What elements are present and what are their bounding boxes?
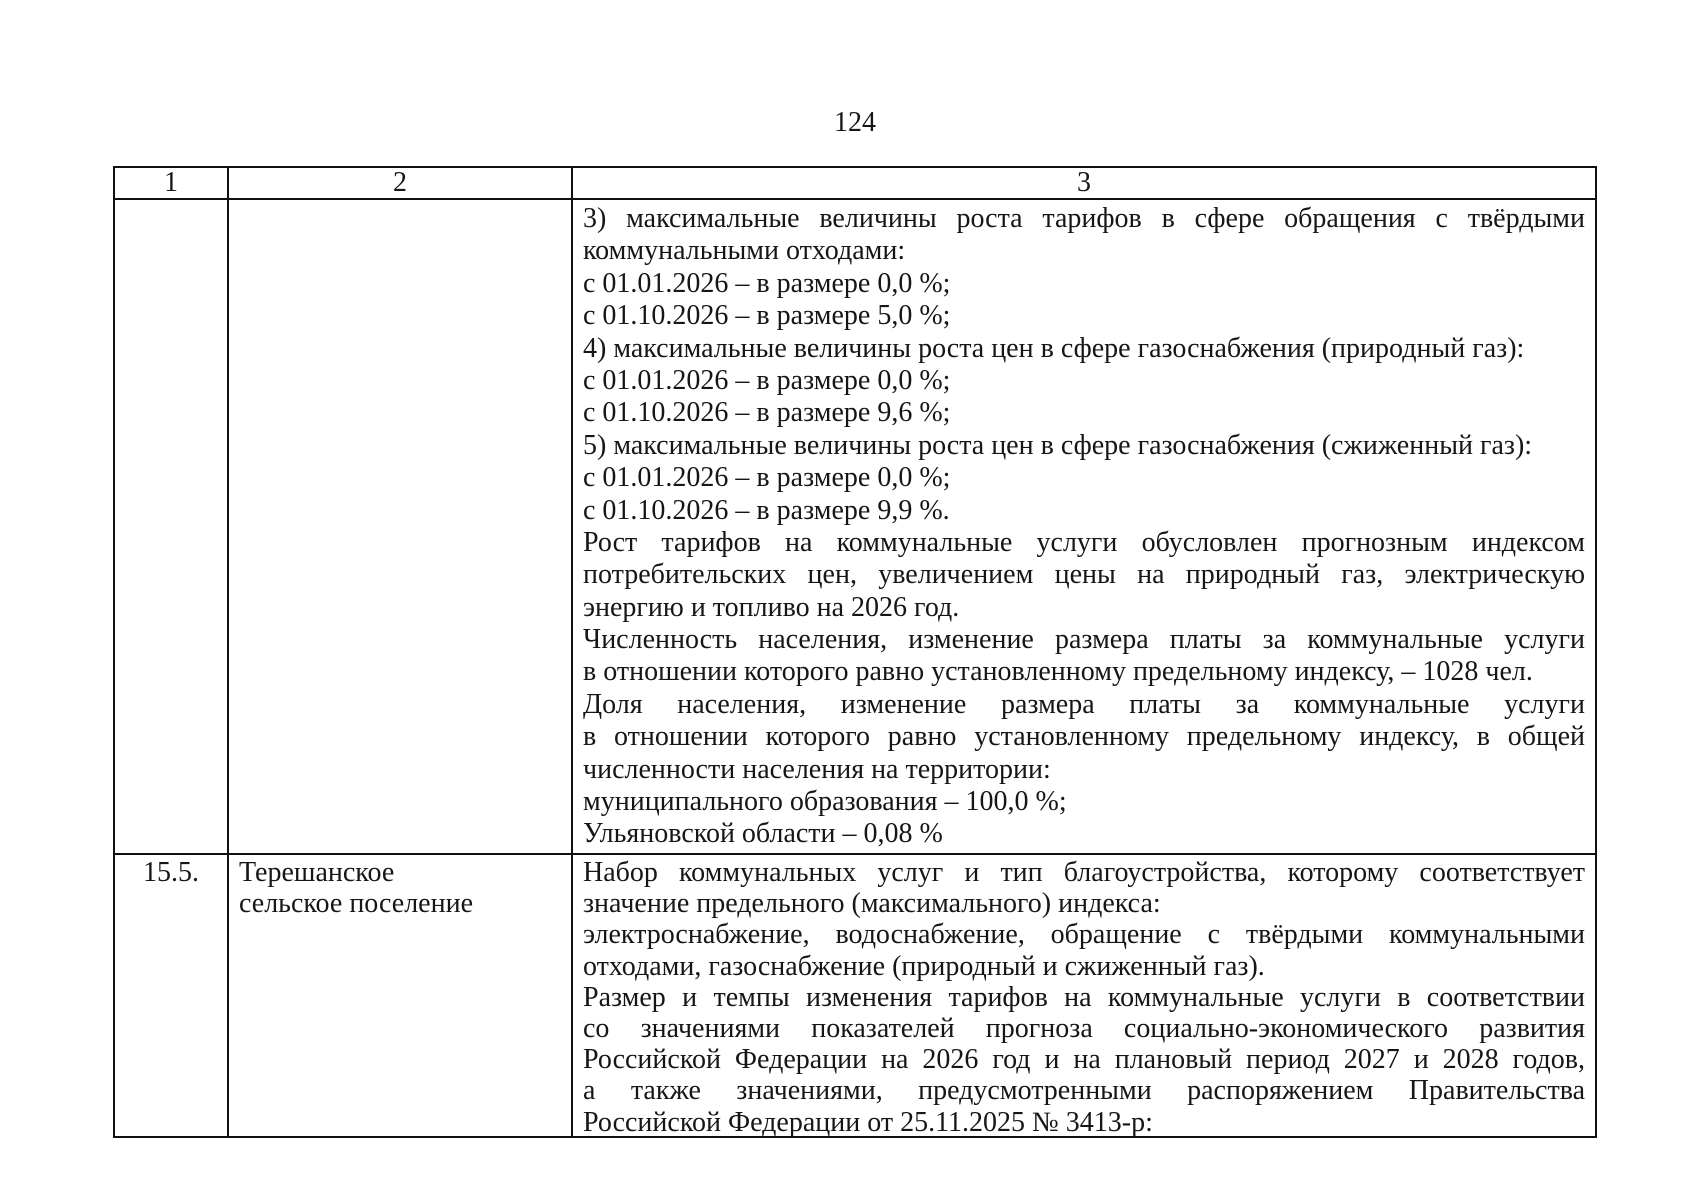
cell-text-line: с 01.01.2026 – в размере 0,0 %; [583, 364, 951, 396]
cell-text-line: Рост тарифов на коммунальные услуги обусловлен прогнозным индексом [583, 526, 1585, 558]
header-cell-1: 1 [115, 168, 229, 200]
cell-text-line: в отношении которого равно установленному предельному индексу, в общей [583, 721, 1585, 753]
cell-text-line: отходами, газоснабжение (природный и сжиженный газ). [583, 950, 1265, 982]
row-1-description-cell [573, 200, 1597, 855]
cell-text-line: потребительских цен, увеличением цены на природный газ, электрическую [583, 559, 1585, 591]
cell-text-line: Ульяновской области – 0,08 % [583, 818, 943, 850]
cell-text-line: муниципального образования – 100,0 %; [583, 786, 1067, 818]
cell-text-line: сельское поселение [239, 888, 473, 920]
cell-text-line: в отношении которого равно установленному предельному индексу, – 1028 чел. [583, 656, 1533, 688]
cell-text-line: численности населения на территории: [583, 753, 1051, 785]
header-cell-3: 3 [573, 168, 1597, 200]
cell-text-line: с 01.10.2026 – в размере 5,0 %; [583, 300, 951, 332]
tariff-table [113, 166, 1597, 1138]
header-cell-2: 2 [229, 168, 573, 200]
cell-text-line [115, 202, 227, 234]
cell-text-line: Терешанское [239, 857, 395, 888]
cell-text-line: с 01.01.2026 – в размере 0,0 %; [583, 267, 951, 299]
cell-text-line: а также значениями, предусмотренными распоряжением Правительства [583, 1075, 1585, 1107]
page-number: 124 [834, 107, 876, 138]
cell-text-line: 3) максимальные величины роста тарифов в сфере обращения с твёрдыми [583, 203, 1585, 234]
row-1-municipality-cell [229, 200, 573, 855]
cell-text-line: с 01.10.2026 – в размере 9,9 %. [583, 494, 950, 526]
row-1-number-cell [115, 200, 229, 855]
cell-text-line: с 01.10.2026 – в размере 9,6 %; [583, 397, 951, 429]
row-2-description-cell [573, 855, 1597, 1138]
cell-text-line: 5) максимальные величины роста цен в сфере газоснабжения (сжиженный газ): [583, 429, 1533, 461]
cell-text-line: с 01.01.2026 – в размере 0,0 %; [583, 462, 951, 494]
cell-text-line: коммунальными отходами: [583, 235, 906, 267]
cell-text-line: Российской Федерации от 25.11.2025 № 3413-р: [583, 1106, 1153, 1138]
cell-text-line: 4) максимальные величины роста цен в сфере газоснабжения (природный газ): [583, 332, 1525, 364]
cell-text-line: Доля населения, изменение размера платы за коммунальные услуги [583, 688, 1585, 720]
cell-text-line: Численность населения, изменение размера платы за коммунальные услуги [583, 624, 1585, 656]
cell-text-line: Российской Федерации на 2026 год и на плановый период 2027 и 2028 годов, [583, 1044, 1585, 1076]
row-2-municipality-cell [229, 855, 573, 1138]
cell-text-line: энергию и топливо на 2026 год. [583, 591, 960, 623]
row-2-number-cell [115, 855, 229, 1138]
cell-text-line: со значениями показателей прогноза социально-экономического развития [583, 1012, 1585, 1044]
cell-text-line: значение предельного (максимального) индекса: [583, 888, 1161, 920]
cell-text-line: электроснабжение, водоснабжение, обращение с твёрдыми коммунальными [583, 919, 1585, 951]
cell-text-line: Размер и темпы изменения тарифов на коммунальные услуги в соответствии [583, 981, 1585, 1013]
cell-text-line: Набор коммунальных услуг и тип благоустройства, которому соответствует [583, 857, 1585, 888]
cell-text-line: 15.5. [143, 857, 199, 888]
